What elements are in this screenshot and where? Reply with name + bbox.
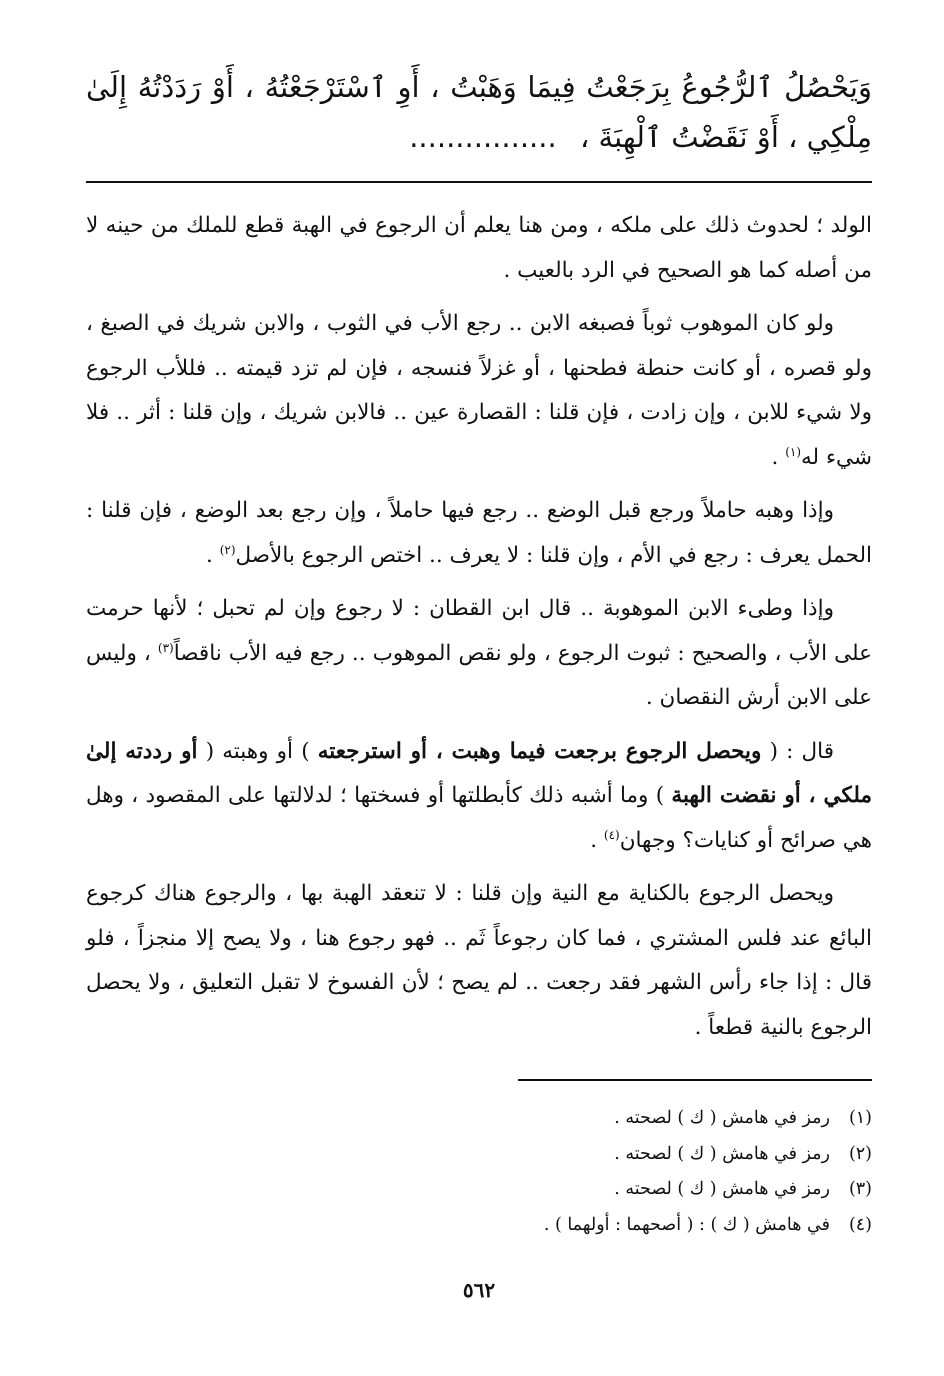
book-page: [86, 0, 872, 1376]
footnote-ref-3[interactable]: (٣): [157, 640, 174, 655]
footnote-4: (٤) في هامش ( ك ) : ( أصحهما : أولهما ) .: [543, 1214, 872, 1235]
footnote-separator-line: [518, 1079, 872, 1081]
paragraph-3: وإذا وهبه حاملاً ورجع قبل الوضع .. رجع فيها حاملاً ، وإن رجع بعد الوضع ، فإن قلنا : الحمل يعرف : رجع في الأم ، وإن قلنا : لا يعرف .. اختص الرجوع بالأصل$^{(٢)}$ .: [86, 498, 872, 568]
footnote-ref-4[interactable]: (٤): [603, 827, 620, 842]
paragraph-6: ويحصل الرجوع بالكناية مع النية وإن قلنا : لا تنعقد الهبة بها ، والرجوع هناك كرجوع البائع عند فلس المشتري ، فما كان رجوعاً ثَم .. فهو رجوع هنا ، ولا يصح إلا منجزاً ، فلو قال : إذا جاء رأس الشهر فقد رجعت .. لم يصح ؛ لأن الفسوخ لا تقبل التعليق ، ولا يحصل الرجوع بالنية قطعاً .: [86, 881, 873, 1040]
paragraph-4: وإذا وطىء الابن الموهوبة .. قال ابن القطان : لا رجوع وإن لم تحبل ؛ لأنها حرمت على الأب ، والصحيح : ثبوت الرجوع ، ولو نقص الموهوب .. رجع فيه الأب ناقصاً$^{(٣)}$ ، وليس على الابن أرش النقصان .: [86, 596, 872, 710]
matn-quote-2: أو رددته إلىٰ ملكي ، أو نقضت الهبة: [86, 738, 872, 808]
footnotes: [86, 1101, 872, 1243]
matn-quote-1: ويحصل الرجوع برجعت فيما وهبت ، أو استرجعته: [317, 738, 762, 764]
page-number: ٥٦٢: [462, 1278, 496, 1302]
footnote-ref-1[interactable]: (١): [785, 444, 802, 459]
paragraph-5: قال : ( ويحصل الرجوع برجعت فيما وهبت ، أو استرجعته ) أو وهبته ( أو رددته إلىٰ ملكي ، أو نقضت الهبة ) وما أشبه ذلك كأبطلتها أو فسختها ؛ لدلالتها على المقصود ، وهل هي صرائح أو كنايات؟ وجهان$^{(٤)}$ .: [86, 738, 872, 853]
footnote-2: (٢) رمز في هامش ( ك ) لصحته .: [614, 1143, 872, 1164]
matn-line: وَيَحْصُلُ ٱلرُّجُوعُ بِرَجَعْتُ فِيمَا وَهَبْتُ ، أَوِ ٱسْتَرْجَعْتُهُ ، أَوْ رَدَدْتُهُ إِلَىٰ مِلْكِي ، أَوْ نَقَضْتُ ٱلْهِبَةَ ،: [86, 70, 872, 154]
commentary-body: [86, 204, 872, 1059]
footnote-3: (٣) رمز في هامش ( ك ) لصحته .: [614, 1179, 872, 1199]
matn-separator-line: [86, 181, 872, 183]
paragraph-1: الولد ؛ لحدوث ذلك على ملكه ، ومن هنا يعلم أن الرجوع في الهبة قطع للملك من حينه لا من أصله كما هو الصحيح في الرد بالعيب .: [86, 213, 872, 283]
footnote-1: (١) رمز في هامش ( ك ) لصحته .: [614, 1108, 872, 1128]
footnote-ref-2[interactable]: (٢): [219, 542, 236, 557]
matn-text: [86, 62, 872, 162]
matn-dots: ................: [409, 120, 557, 154]
paragraph-2: ولو كان الموهوب ثوباً فصبغه الابن .. رجع الأب في الثوب ، والابن شريك في الصبغ ، ولو قصره ، أو كانت حنطة فطحنها ، أو غزلاً فنسجه ، فإن لم تزد قيمته .. فللأب الرجوع ولا شيء للابن ، وإن زادت ، فإن قلنا : القصارة عين .. فالابن شريك ، وإن قلنا : أثر .. فلا شيء له$^{(١)}$ .: [86, 311, 872, 470]
